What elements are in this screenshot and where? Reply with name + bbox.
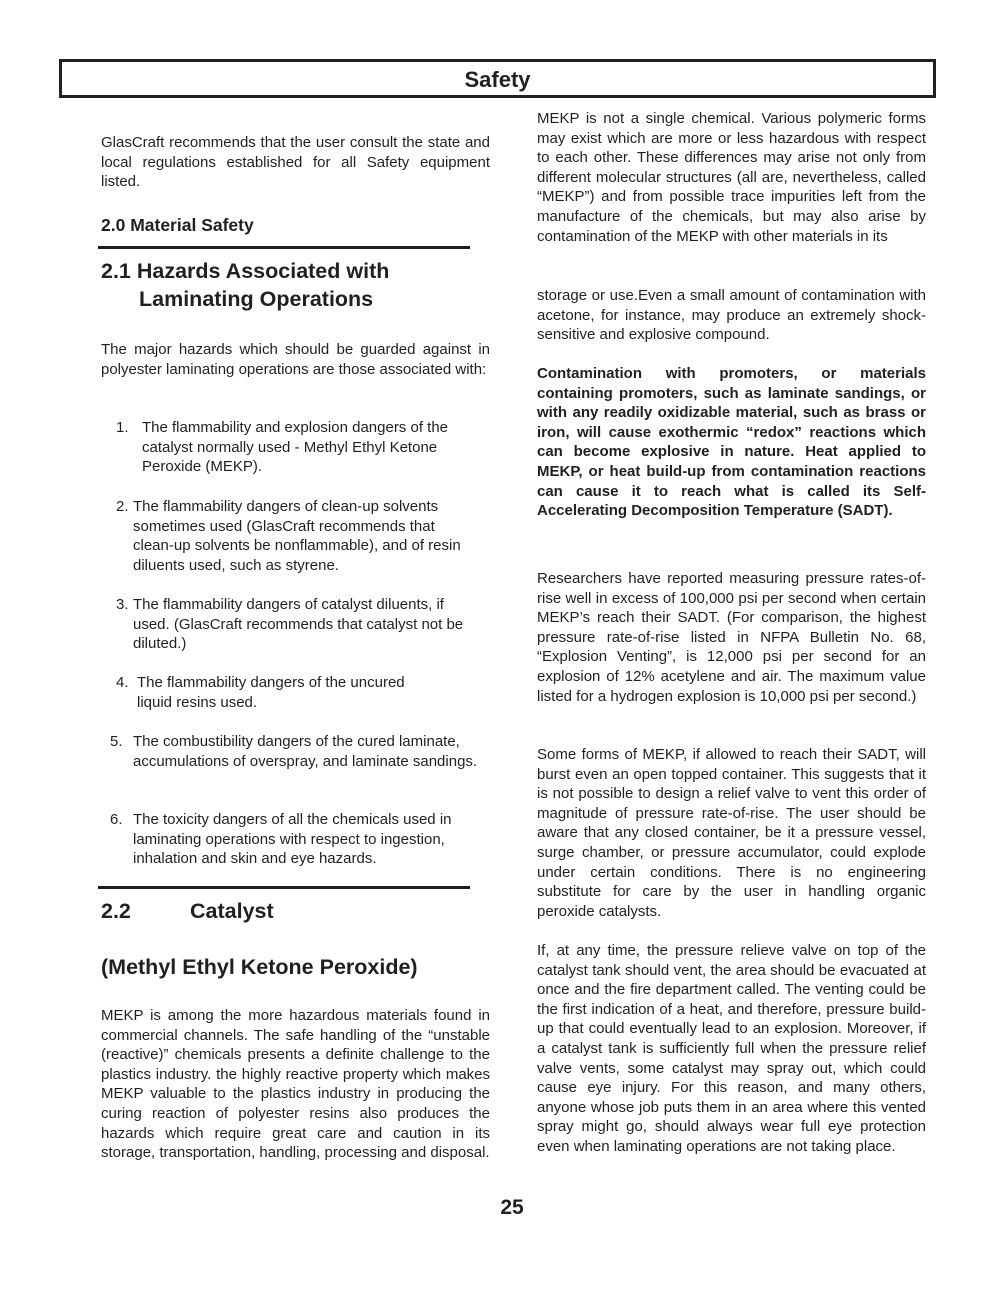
section-2-2-subtitle: (Methyl Ethyl Ketone Peroxide) [101,955,418,979]
warning-paragraph: Contamination with promoters, or materials containing promoters, such as laminate sandings, or with any readily oxidizable material, such as brass or iron, will cause exothermic “redox” reactions which can become explosive in nature. Heat applied to MEKP, or heat build-up from contamination reactions can cause it to reach what is called its Self-Accelerating Decomposition Temperature (SADT). [537,365,926,520]
section-2-2-title: Catalyst [190,899,274,923]
list-item-number: 5. [110,733,123,750]
list-item-text: The flammability and explosion dangers of the catalyst normally used - Methyl Ethyl Ketone Peroxide (MEKP). [142,419,449,476]
list-item-text: The flammability dangers of the uncured liquid resins used. [137,674,405,711]
section-2-1-heading-line2: Laminating Operations [139,287,374,311]
mekp-paragraph: MEKP is among the more hazardous materials found in commercial channels. The safe handling of the “unstable (reactive)” chemicals presents a definite challenge to the plastics industry. the highly reactive property which makes MEKP valuable to the plastics industry in producing the curing reaction of polyester resins also produces the hazards which require great care and caution in its storage, transportation, handling, processing and disposal. [101,1007,490,1162]
section-2-0-heading: 2.0 Material Safety [101,215,254,235]
section-divider [98,886,470,889]
section-divider [98,246,470,249]
intro-paragraph: GlasCraft recommends that the user consult the state and local regulations established for all Safety equipment listed. [101,134,490,191]
list-item-number: 6. [110,811,123,828]
list-item-text: The combustibility dangers of the cured laminate, accumulations of overspray, and laminate sandings. [133,733,478,770]
list-item-text: The toxicity dangers of all the chemicals used in laminating operations with respect to ingestion, inhalation and skin and eye hazards. [133,811,452,868]
page-title: Safety [464,67,531,92]
hazards-intro-paragraph: The major hazards which should be guarded against in polyester laminating operations are those associated with: [101,341,490,378]
list-item-number: 1. [116,419,129,436]
sadt-burst-paragraph: Some forms of MEKP, if allowed to reach their SADT, will burst even an open topped container. This suggests that it is not possible to design a relief valve to vent this order of magnitude of pressure rate-of-rise. The user should be aware that any closed container, be it a pressure vessel, surge chamber, or pressure accumulator, could explode under certain conditions. There is no engineering substitute for care by the user in handling organic peroxide catalysts. [537,746,926,920]
section-2-2-number: 2.2 [101,899,131,923]
list-item-number: 4. [116,674,129,691]
mekp-chemical-paragraph: MEKP is not a single chemical. Various polymeric forms may exist which are more or less hazardous with respect to each other. These differences may arise not only from different molecular structures (all are, nevertheless, called “MEKP”) and from possible trace impurities left from the manufacture of the chemicals, but may also arise by contamination of the MEKP with other materials in its [537,110,926,245]
list-item-number: 2. [116,498,129,515]
list-item-number: 3. [116,596,129,613]
contamination-paragraph: storage or use.Even a small amount of contamination with acetone, for instance, may produce an extremely shock-sensitive and explosive compound. [537,287,926,344]
list-item-text: The flammability dangers of clean-up solvents sometimes used (GlasCraft recommends that clean-up solvents be nonflammable), and of resin diluents used, such as styrene. [133,498,461,574]
pressure-rates-paragraph: Researchers have reported measuring pressure rates-of-rise well in excess of 100,000 psi per second when certain MEKP’s reach their SADT. (For comparison, the highest pressure rate-of-rise listed in NFPA Bulletin No. 68, “Explosion Venting”, is 12,000 psi per second for an explosion of 12% acetylene and air. The maximum value listed for a hydrogen explosion is 10,000 psi per second.) [537,570,926,705]
list-item-text: The flammability dangers of catalyst diluents, if used. (GlasCraft recommends that catalyst not be diluted.) [133,596,464,653]
section-2-1-heading-line1: 2.1 Hazards Associated with [101,259,390,283]
page-number: 25 [500,1196,524,1219]
relief-valve-paragraph: If, at any time, the pressure relieve valve on top of the catalyst tank should vent, the area should be evacuated at once and the fire department called. The venting could be the first indication of a heat, and therefore, pressure build-up that could eventually lead to an explosion. Moreover, if a catalyst tank is sufficiently full when the pressure relief valve vents, some catalyst may spray out, which could cause eye injury. For this reason, and many others, anyone whose job puts them in an area where this vented spray might go, should always wear full eye protection even when laminating operations are not taking place. [537,942,926,1155]
header-box [59,59,936,98]
